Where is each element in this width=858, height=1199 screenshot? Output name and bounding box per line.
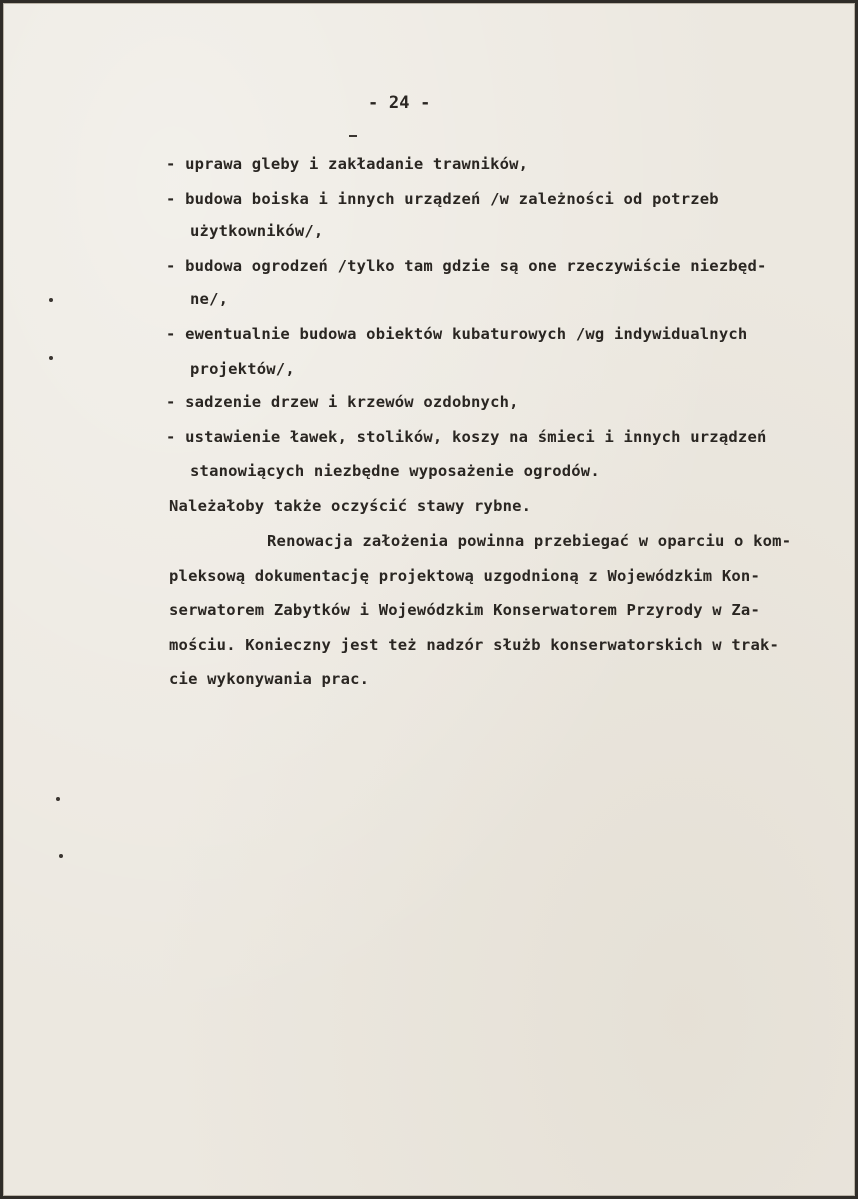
list-item-benches-cont: stanowiących niezbędne wyposażenie ogrodów. — [190, 462, 600, 480]
list-item-buildings: - ewentualnie budowa obiektów kubaturowych /wg indywidualnych — [166, 325, 748, 343]
stray-dash-mark — [349, 135, 357, 137]
page-number: - 24 - — [368, 93, 431, 113]
list-item-pitch-cont: użytkowników/, — [190, 222, 324, 240]
punch-mark — [49, 298, 53, 302]
list-item-fencing-cont: ne/, — [190, 290, 229, 308]
list-item-buildings-cont: projektów/, — [190, 360, 295, 378]
punch-mark — [49, 356, 53, 360]
paragraph-renovation-line-1: Renowacja założenia powinna przebiegać w oparciu o kom- — [267, 532, 792, 550]
document-page — [3, 3, 855, 1196]
paragraph-ponds: Należałoby także oczyścić stawy rybne. — [169, 497, 532, 515]
list-item-fencing: - budowa ogrodzeń /tylko tam gdzie są one rzeczywiście niezbęd- — [166, 257, 767, 275]
list-item-soil: - uprawa gleby i zakładanie trawników, — [166, 155, 529, 173]
list-item-benches: - ustawienie ławek, stolików, koszy na śmieci i innych urządzeń — [166, 428, 767, 446]
paragraph-renovation-line-4: mościu. Konieczny jest też nadzór służb konserwatorskich w trak- — [169, 636, 780, 654]
punch-mark — [59, 854, 63, 858]
list-item-planting: - sadzenie drzew i krzewów ozdobnych, — [166, 393, 519, 411]
list-item-pitch: - budowa boiska i innych urządzeń /w zależności od potrzeb — [166, 190, 719, 208]
paragraph-renovation-line-2: pleksową dokumentację projektową uzgodnioną z Wojewódzkim Kon- — [169, 567, 760, 585]
paragraph-renovation-line-5: cie wykonywania prac. — [169, 670, 370, 688]
paragraph-renovation-line-3: serwatorem Zabytków i Wojewódzkim Konserwatorem Przyrody w Za- — [169, 601, 760, 619]
punch-mark — [56, 797, 60, 801]
